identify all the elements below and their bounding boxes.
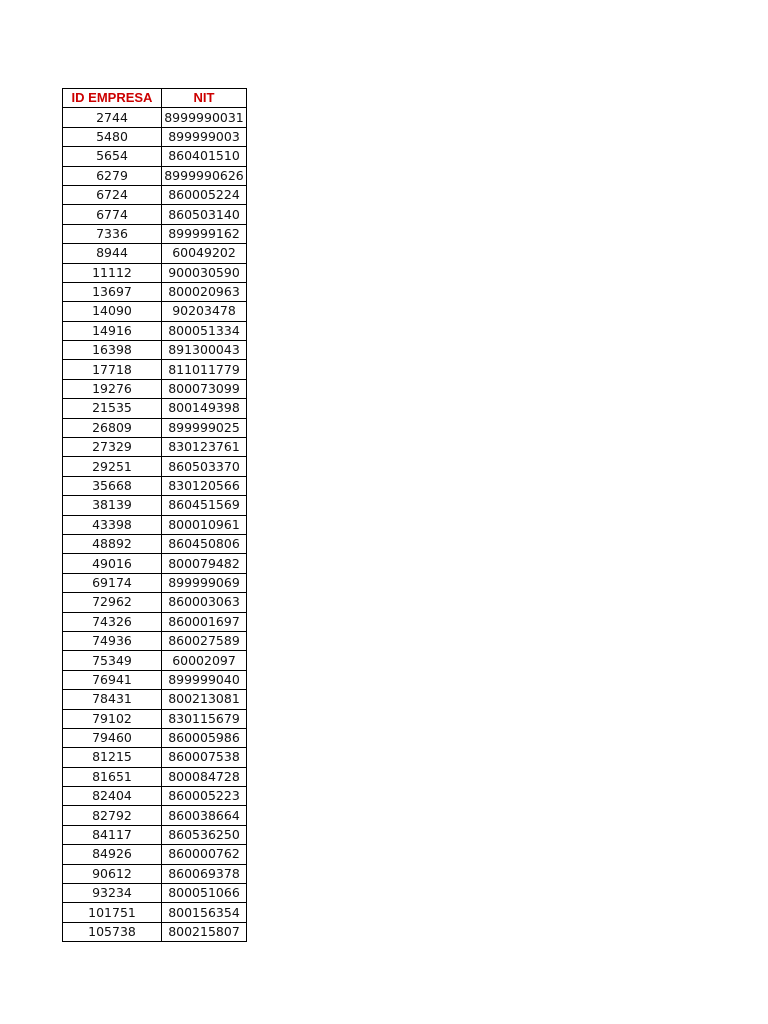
cell-id-empresa: 7336 xyxy=(63,224,162,243)
table-row xyxy=(63,127,247,146)
cell-id-empresa: 14916 xyxy=(63,321,162,340)
cell-id-empresa: 93234 xyxy=(63,884,162,903)
table-row xyxy=(63,554,247,573)
cell-id-empresa: 6724 xyxy=(63,185,162,204)
table-row xyxy=(63,651,247,670)
cell-nit: 860038664 xyxy=(162,806,247,825)
table-row xyxy=(63,263,247,282)
table-row xyxy=(63,612,247,631)
cell-id-empresa: 21535 xyxy=(63,399,162,418)
table-row xyxy=(63,845,247,864)
cell-nit: 811011779 xyxy=(162,360,247,379)
table-row xyxy=(63,515,247,534)
cell-id-empresa: 8944 xyxy=(63,244,162,263)
table-row xyxy=(63,496,247,515)
cell-nit: 800020963 xyxy=(162,282,247,301)
cell-nit: 900030590 xyxy=(162,263,247,282)
table-header xyxy=(63,89,247,108)
cell-nit: 860000762 xyxy=(162,845,247,864)
cell-id-empresa: 74936 xyxy=(63,631,162,650)
table-row xyxy=(63,884,247,903)
header-id-empresa: ID EMPRESA xyxy=(63,89,162,108)
cell-nit: 860003063 xyxy=(162,593,247,612)
cell-nit: 860027589 xyxy=(162,631,247,650)
table-row xyxy=(63,282,247,301)
table-row xyxy=(63,534,247,553)
header-nit: NIT xyxy=(162,89,247,108)
cell-nit: 860503370 xyxy=(162,457,247,476)
cell-nit: 800051066 xyxy=(162,884,247,903)
table-row xyxy=(63,806,247,825)
table-row xyxy=(63,341,247,360)
table-row xyxy=(63,185,247,204)
cell-nit: 860450806 xyxy=(162,534,247,553)
cell-id-empresa: 90612 xyxy=(63,864,162,883)
cell-nit: 800156354 xyxy=(162,903,247,922)
cell-nit: 891300043 xyxy=(162,341,247,360)
cell-nit: 860401510 xyxy=(162,147,247,166)
table-row xyxy=(63,748,247,767)
table-row xyxy=(63,244,247,263)
table-row xyxy=(63,438,247,457)
cell-id-empresa: 81215 xyxy=(63,748,162,767)
cell-id-empresa: 49016 xyxy=(63,554,162,573)
table-row xyxy=(63,457,247,476)
table-row xyxy=(63,166,247,185)
cell-id-empresa: 48892 xyxy=(63,534,162,553)
cell-id-empresa: 43398 xyxy=(63,515,162,534)
table-row xyxy=(63,670,247,689)
cell-id-empresa: 78431 xyxy=(63,690,162,709)
table-row xyxy=(63,593,247,612)
cell-nit: 8999990626 xyxy=(162,166,247,185)
cell-nit: 899999003 xyxy=(162,127,247,146)
cell-id-empresa: 13697 xyxy=(63,282,162,301)
cell-id-empresa: 105738 xyxy=(63,922,162,941)
data-table xyxy=(62,88,247,942)
table-row xyxy=(63,903,247,922)
table-row xyxy=(63,205,247,224)
cell-nit: 860069378 xyxy=(162,864,247,883)
cell-nit: 830115679 xyxy=(162,709,247,728)
table-row xyxy=(63,864,247,883)
table-row xyxy=(63,224,247,243)
table-row xyxy=(63,728,247,747)
cell-nit: 899999162 xyxy=(162,224,247,243)
cell-id-empresa: 76941 xyxy=(63,670,162,689)
table-row xyxy=(63,767,247,786)
cell-id-empresa: 74326 xyxy=(63,612,162,631)
table-row xyxy=(63,573,247,592)
cell-nit: 800149398 xyxy=(162,399,247,418)
cell-id-empresa: 82792 xyxy=(63,806,162,825)
table-row xyxy=(63,360,247,379)
cell-nit: 860451569 xyxy=(162,496,247,515)
cell-nit: 800073099 xyxy=(162,379,247,398)
cell-id-empresa: 29251 xyxy=(63,457,162,476)
cell-id-empresa: 79102 xyxy=(63,709,162,728)
cell-id-empresa: 17718 xyxy=(63,360,162,379)
cell-id-empresa: 35668 xyxy=(63,476,162,495)
header-row xyxy=(63,89,247,108)
cell-id-empresa: 82404 xyxy=(63,787,162,806)
cell-nit: 60049202 xyxy=(162,244,247,263)
cell-nit: 60002097 xyxy=(162,651,247,670)
cell-id-empresa: 81651 xyxy=(63,767,162,786)
table-row xyxy=(63,631,247,650)
cell-id-empresa: 75349 xyxy=(63,651,162,670)
cell-id-empresa: 6279 xyxy=(63,166,162,185)
cell-nit: 830120566 xyxy=(162,476,247,495)
table-row xyxy=(63,825,247,844)
cell-id-empresa: 38139 xyxy=(63,496,162,515)
cell-id-empresa: 27329 xyxy=(63,438,162,457)
table-row xyxy=(63,787,247,806)
table-row xyxy=(63,476,247,495)
cell-id-empresa: 16398 xyxy=(63,341,162,360)
cell-id-empresa: 5480 xyxy=(63,127,162,146)
table-row xyxy=(63,147,247,166)
table-row xyxy=(63,690,247,709)
cell-nit: 860005223 xyxy=(162,787,247,806)
cell-nit: 899999069 xyxy=(162,573,247,592)
table-row xyxy=(63,321,247,340)
table-row xyxy=(63,302,247,321)
table-row xyxy=(63,922,247,941)
cell-id-empresa: 14090 xyxy=(63,302,162,321)
cell-nit: 800215807 xyxy=(162,922,247,941)
cell-id-empresa: 2744 xyxy=(63,108,162,127)
table-row xyxy=(63,399,247,418)
cell-nit: 860503140 xyxy=(162,205,247,224)
cell-id-empresa: 72962 xyxy=(63,593,162,612)
cell-id-empresa: 84926 xyxy=(63,845,162,864)
cell-nit: 860007538 xyxy=(162,748,247,767)
cell-nit: 800084728 xyxy=(162,767,247,786)
table-row xyxy=(63,418,247,437)
cell-id-empresa: 6774 xyxy=(63,205,162,224)
table-body xyxy=(63,108,247,942)
cell-nit: 8999990031 xyxy=(162,108,247,127)
cell-nit: 800051334 xyxy=(162,321,247,340)
cell-nit: 899999040 xyxy=(162,670,247,689)
table-row xyxy=(63,108,247,127)
cell-nit: 860001697 xyxy=(162,612,247,631)
cell-nit: 860005224 xyxy=(162,185,247,204)
cell-nit: 800010961 xyxy=(162,515,247,534)
cell-id-empresa: 79460 xyxy=(63,728,162,747)
table-row xyxy=(63,709,247,728)
cell-id-empresa: 84117 xyxy=(63,825,162,844)
cell-id-empresa: 101751 xyxy=(63,903,162,922)
cell-nit: 800079482 xyxy=(162,554,247,573)
cell-id-empresa: 19276 xyxy=(63,379,162,398)
cell-nit: 860005986 xyxy=(162,728,247,747)
cell-id-empresa: 11112 xyxy=(63,263,162,282)
cell-id-empresa: 5654 xyxy=(63,147,162,166)
cell-nit: 899999025 xyxy=(162,418,247,437)
cell-id-empresa: 69174 xyxy=(63,573,162,592)
table-row xyxy=(63,379,247,398)
cell-nit: 800213081 xyxy=(162,690,247,709)
cell-nit: 830123761 xyxy=(162,438,247,457)
cell-nit: 860536250 xyxy=(162,825,247,844)
cell-nit: 90203478 xyxy=(162,302,247,321)
cell-id-empresa: 26809 xyxy=(63,418,162,437)
